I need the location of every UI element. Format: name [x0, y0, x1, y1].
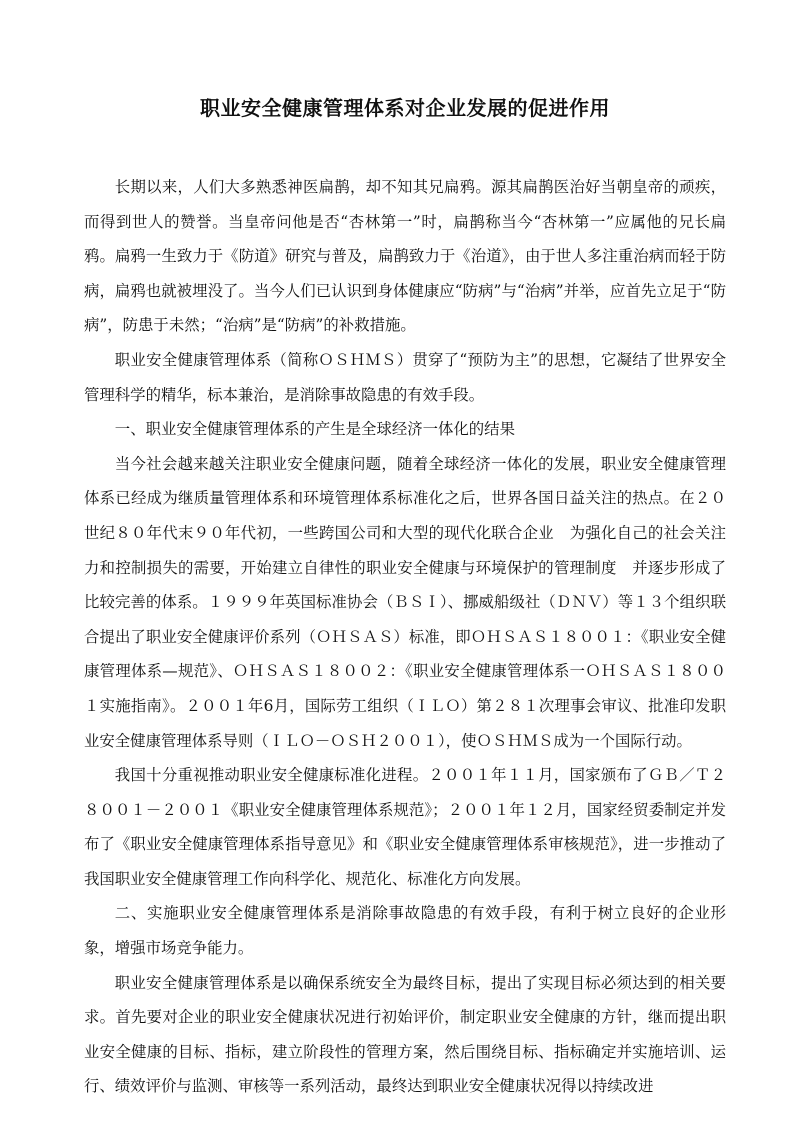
paragraph-international-history: 当今社会越来越关注职业安全健康问题，随着全球经济一体化的发展，职业安全健康管理体系已经成为继质量管理体系和环境管理体系标准化之后，世界各国日益关注的热点。在２０世纪８０年代末９０年代初，一些跨国公司和大型的现代化联合企业 为强化自己的社会关注力和控制损失的需要，开始建立自律性的职业安全健康与环境保护的管理制度 并逐步形成了比较完善的体系。１９９９年英国标准协会（ＢＳＩ）、挪威船级社（ＤＮＶ）等１３个组织联合提出了职业安全健康评价系列（ＯＨＳＡＳ）标准，即ＯＨＳＡＳ１８００１：《职业安全健康管理体系—规范》、ＯＨＳＡＳ１８００２：《职业安全健康管理体系一ＯＨＳＡＳ１８００１实施指南》。２００１年6月，国际劳工组织（ＩＬＯ）第２８１次理事会审议、批准印发职业安全健康管理体系导则（ＩＬＯ－ＯＳＨ２００１），使ＯＳＨＭＳ成为一个国际行动。 — [84, 454, 726, 750]
paragraph-oshms-definition: 职业安全健康管理体系（简称ＯＳＨＭＳ）贯穿了“预防为主”的思想，它凝结了世界安全管理科学的精华，标本兼治，是消除事故隐患的有效手段。 — [84, 350, 726, 404]
paragraph-intro-bianque: 长期以来，人们大多熟悉神医扁鹊，却不知其兄扁鸦。源其扁鹊医治好当朝皇帝的顽疾，而得到世人的赞誉。当皇帝问他是否“杏林第一”时，扁鹊称当今“杏林第一”应属他的兄长扁鸦。扁鸦一生致力于《防道》研究与普及，扁鹊致力于《治道》，由于世人多注重治病而轻于防病，扁鸦也就被埋没了。当今人们已认识到身体健康应“防病”与“治病”并举，应首先立足于“防病”，防患于未然；“治病”是“防病”的补救措施。 — [84, 178, 726, 335]
section-heading-1: 一、职业安全健康管理体系的产生是全球经济一体化的结果 — [114, 420, 515, 439]
paragraph-china-standardization: 我国十分重视推动职业安全健康标准化进程。２００１年１１月，国家颁布了ＧＢ／Ｔ２８００１－２００１《职业安全健康管理体系规范》；２００１年１２月，国家经贸委制定并发布了《职业安全健康管理体系指导意见》和《职业安全健康管理体系审核规范》，进一步推动了我国职业安全健康管理工作向科学化、规范化、标准化方向发展。 — [84, 766, 726, 888]
paragraph-system-goals: 职业安全健康管理体系是以确保系统安全为最终目标，提出了实现目标必须达到的相关要求。首先要对企业的职业安全健康状况进行初始评价，制定职业安全健康的方针，继而提出职业安全健康的目标、指标，建立阶段性的管理方案，然后围绕目标、指标确定并实施培训、运行、绩效评价与监测、审核等一系列活动，最终达到职业安全健康状况得以持续改进 — [84, 973, 726, 1096]
section-heading-2: 二、实施职业安全健康管理体系是消除事故隐患的有效手段，有利于树立良好的企业形象，增强市场竞争能力。 — [84, 904, 726, 958]
document-title: 职业安全健康管理体系对企业发展的促进作用 — [200, 96, 610, 120]
